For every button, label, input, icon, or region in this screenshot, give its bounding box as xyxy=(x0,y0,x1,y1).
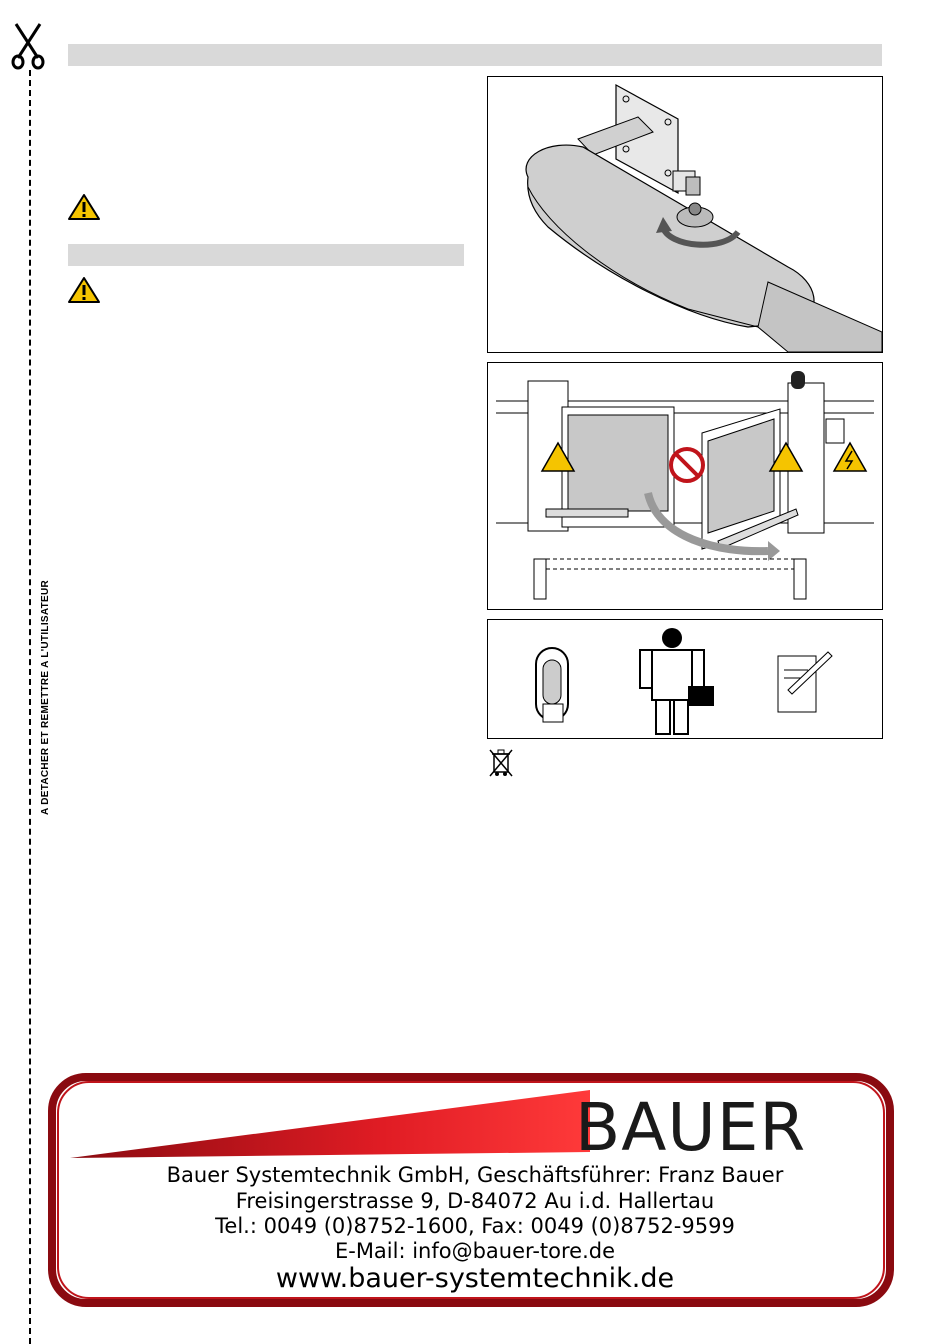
company-email-line: E-Mail: info@bauer-tore.de xyxy=(334,1239,616,1263)
company-name-line: Bauer Systemtechnik GmbH, Geschäftsführer: Franz Bauer xyxy=(166,1163,784,1187)
figure-motor-release xyxy=(487,76,883,353)
company-website-line[interactable]: www.bauer-systemtechnik.de xyxy=(275,1263,675,1294)
company-address-line: Freisingerstrasse 9, D-84072 Au i.d. Hallertau xyxy=(235,1189,715,1213)
crossed-bin-icon xyxy=(487,746,515,778)
cut-line xyxy=(29,70,31,1344)
company-logo-text: BAUER xyxy=(575,1089,807,1166)
figure-gate-safety xyxy=(487,362,883,610)
company-logo xyxy=(575,1078,806,1164)
logo-swoosh xyxy=(70,1090,590,1160)
warning-triangle-icon xyxy=(67,276,101,304)
detach-instruction: A DETACHER ET REMETTRE A L'UTILISATEUR xyxy=(40,579,51,815)
section-subheader-bar xyxy=(68,244,464,266)
company-phone-line: Tel.: 0049 (0)8752-1600, Fax: 0049 (0)8752-9599 xyxy=(215,1214,735,1238)
section-header-bar xyxy=(68,44,882,66)
warning-triangle-icon xyxy=(67,193,101,221)
scissors-icon xyxy=(10,22,46,70)
figure-installer-instructions xyxy=(487,619,883,739)
